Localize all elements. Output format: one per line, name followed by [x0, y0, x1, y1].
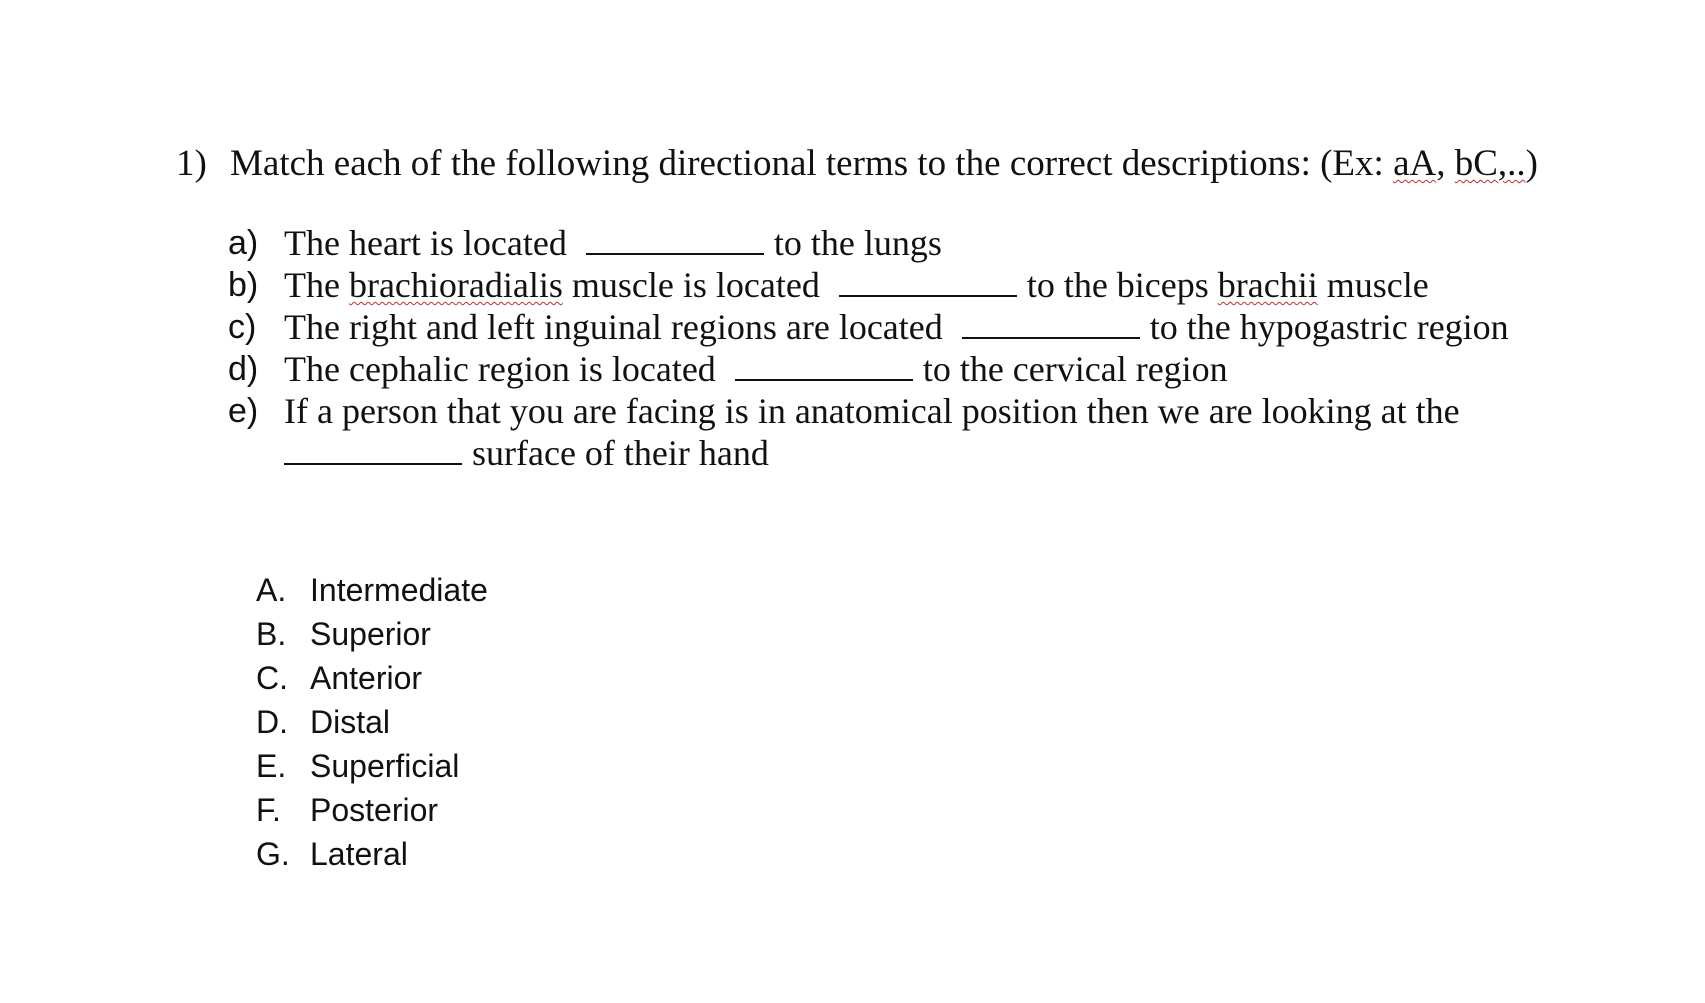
question-text: Match each of the following directional terms to the correct descriptions: (Ex:	[230, 143, 1394, 184]
option-term: Superior	[310, 616, 431, 652]
item-text	[284, 264, 1429, 306]
option-term: Intermediate	[310, 572, 488, 608]
option-term: Distal	[310, 704, 391, 740]
item-text-after-rest: muscle	[1317, 265, 1429, 305]
option-term: Anterior	[310, 660, 423, 696]
item-text-before: The	[284, 265, 349, 305]
item-text-after: to the hypogastric region	[1149, 307, 1509, 347]
item-text-after: to the lungs	[773, 223, 942, 263]
option-term: Superficial	[310, 748, 460, 784]
option-letter: E.	[256, 748, 287, 784]
answer-blank-a	[586, 223, 764, 255]
item-text	[284, 306, 1509, 348]
spellcheck-word: brachii	[1217, 265, 1318, 305]
option-letter: D.	[256, 704, 288, 740]
item-text-after: to the cervical region	[922, 349, 1228, 389]
option-letter: F.	[256, 792, 281, 828]
item-text	[284, 432, 769, 474]
question-number: 1)	[176, 143, 207, 184]
example-separator: ,	[1436, 143, 1455, 184]
question-prompt	[176, 142, 1538, 186]
question-close-paren: )	[1525, 143, 1538, 184]
item-text	[284, 348, 1228, 390]
spellcheck-word: brachioradialis	[348, 265, 563, 305]
example-answer-1: aA	[1393, 143, 1437, 184]
option-term: Lateral	[310, 836, 408, 872]
option-letter: G.	[256, 836, 290, 872]
answer-blank-e	[284, 433, 462, 465]
item-text-before-rest: muscle is located	[562, 265, 820, 305]
item-letter: b)	[228, 266, 259, 304]
answer-blank-c	[962, 307, 1140, 339]
answer-blank-d	[735, 349, 913, 381]
option-letter: A.	[256, 572, 287, 608]
item-text: If a person that you are facing is in anatomical position then we are looking at the	[284, 391, 1460, 431]
item-text-before: The heart is located	[284, 223, 567, 263]
answer-blank-b	[839, 265, 1017, 297]
item-text-after: to the biceps	[1026, 265, 1218, 305]
item-letter: e)	[228, 392, 259, 430]
item-text-before: The right and left inguinal regions are located	[284, 307, 943, 347]
option-letter: B.	[256, 616, 287, 652]
option-letter: C.	[256, 660, 288, 696]
item-letter: c)	[228, 308, 257, 346]
item-letter: d)	[228, 350, 259, 388]
item-text-after: surface of their hand	[472, 433, 769, 473]
option-term: Posterior	[310, 792, 439, 828]
item-text-before: The cephalic region is located	[284, 349, 716, 389]
item-text	[284, 222, 942, 264]
example-answer-2: bC,..	[1454, 143, 1526, 184]
item-letter: a)	[228, 224, 259, 262]
